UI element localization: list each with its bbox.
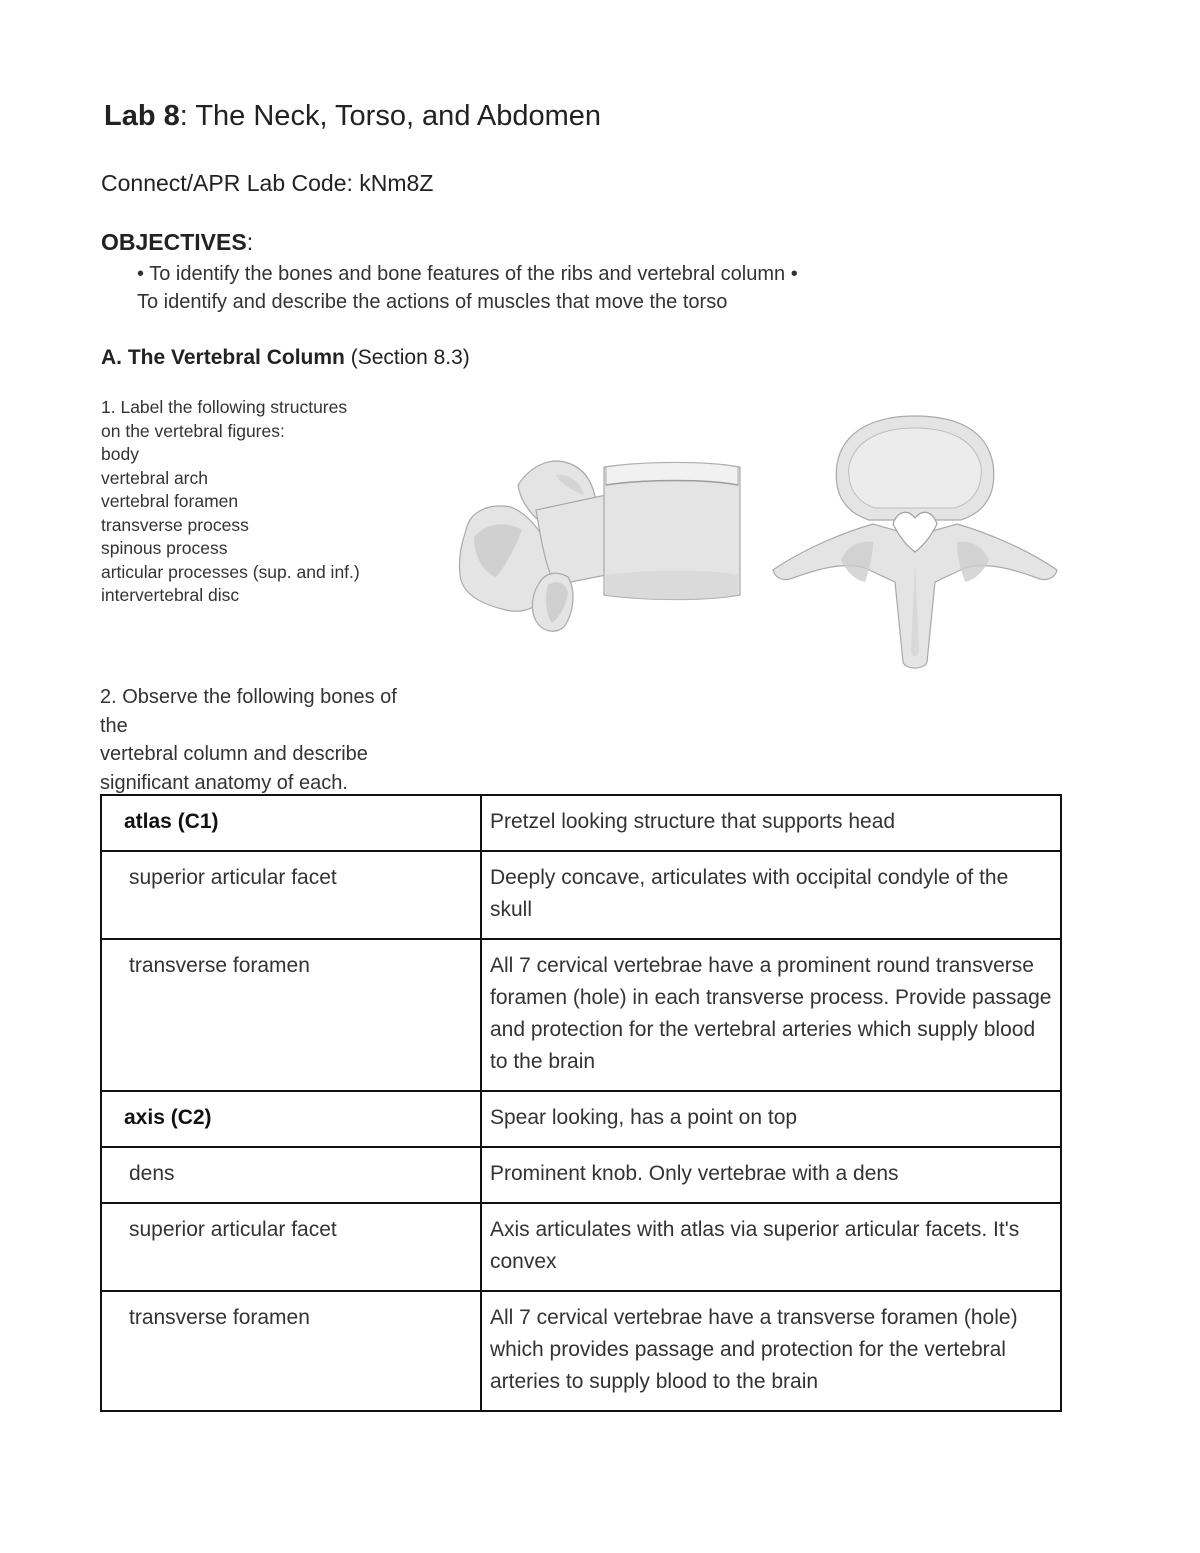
question-1-line: 1. Label the following structures	[101, 397, 348, 417]
structure-list-item: intervertebral disc	[101, 585, 240, 605]
structure-list-item: spinous process	[101, 538, 228, 558]
vertebra-lateral-figure	[456, 455, 746, 640]
question-2-line: 2. Observe the following bones of	[100, 686, 397, 708]
objectives-heading	[101, 229, 253, 256]
title-lab-number: Lab 8	[104, 100, 180, 132]
objective-line: • To identify the bones and bone features of the ribs and vertebral column •	[137, 263, 798, 285]
table-row	[101, 939, 1061, 1091]
table-row	[101, 1091, 1061, 1147]
structure-list-item: vertebral foramen	[101, 491, 239, 511]
objective-line: To identify and describe the actions of muscles that move the torso	[137, 291, 728, 313]
objectives-heading-text: OBJECTIVES	[101, 229, 247, 255]
table-row	[101, 851, 1061, 939]
table-row	[101, 1147, 1061, 1203]
title-text: : The Neck, Torso, and Abdomen	[179, 100, 602, 132]
question-1	[101, 396, 360, 608]
question-2	[100, 683, 470, 797]
question-2-line: vertebral column and describe	[100, 743, 368, 765]
description-cell: All 7 cervical vertebrae have a transverse foramen (hole) which provides passage and protection for the vertebral arteries to supply blood to the brain	[481, 1291, 1061, 1411]
question-2-line: the	[100, 714, 128, 737]
vertebra-superior-figure	[765, 412, 1065, 674]
table-row	[101, 1291, 1061, 1411]
description-cell: Spear looking, has a point on top	[481, 1091, 1061, 1147]
page-title	[104, 100, 601, 133]
section-heading-title: A. The Vertebral Column	[101, 346, 345, 369]
description-cell: Pretzel looking structure that supports head	[481, 795, 1061, 851]
structure-list-item: articular processes (sup. and inf.)	[101, 561, 360, 582]
description-cell: Axis articulates with atlas via superior articular facets. It's convex	[481, 1203, 1061, 1291]
structure-cell: superior articular facet	[101, 851, 481, 939]
description-cell: All 7 cervical vertebrae have a prominent round transverse foramen (hole) in each transverse process. Provide passage and protection for the vertebral arteries which supply blood to the brain	[481, 939, 1061, 1091]
structure-cell: dens	[101, 1147, 481, 1203]
bone-name-cell: atlas (C1)	[101, 795, 481, 851]
description-cell: Deeply concave, articulates with occipital condyle of the skull	[481, 851, 1061, 939]
vertebrae-anatomy-table	[100, 794, 1062, 1412]
structure-cell: transverse foramen	[101, 1291, 481, 1411]
structure-cell: superior articular facet	[101, 1203, 481, 1291]
structure-list-item: body	[101, 444, 139, 464]
section-heading-reference: (Section 8.3)	[344, 346, 470, 369]
structure-list-item: transverse process	[101, 514, 249, 535]
table-row	[101, 795, 1061, 851]
structure-list-item: vertebral arch	[101, 467, 208, 488]
bone-name-cell: axis (C2)	[101, 1091, 481, 1147]
structure-cell: transverse foramen	[101, 939, 481, 1091]
objectives-heading-colon: :	[246, 229, 254, 255]
table-row	[101, 1203, 1061, 1291]
section-heading	[101, 346, 470, 370]
lab-code: Connect/APR Lab Code: kNm8Z	[101, 170, 434, 196]
question-2-line: significant anatomy of each.	[100, 771, 348, 794]
question-1-line: on the vertebral figures:	[101, 420, 285, 441]
description-cell: Prominent knob. Only vertebrae with a dens	[481, 1147, 1061, 1203]
